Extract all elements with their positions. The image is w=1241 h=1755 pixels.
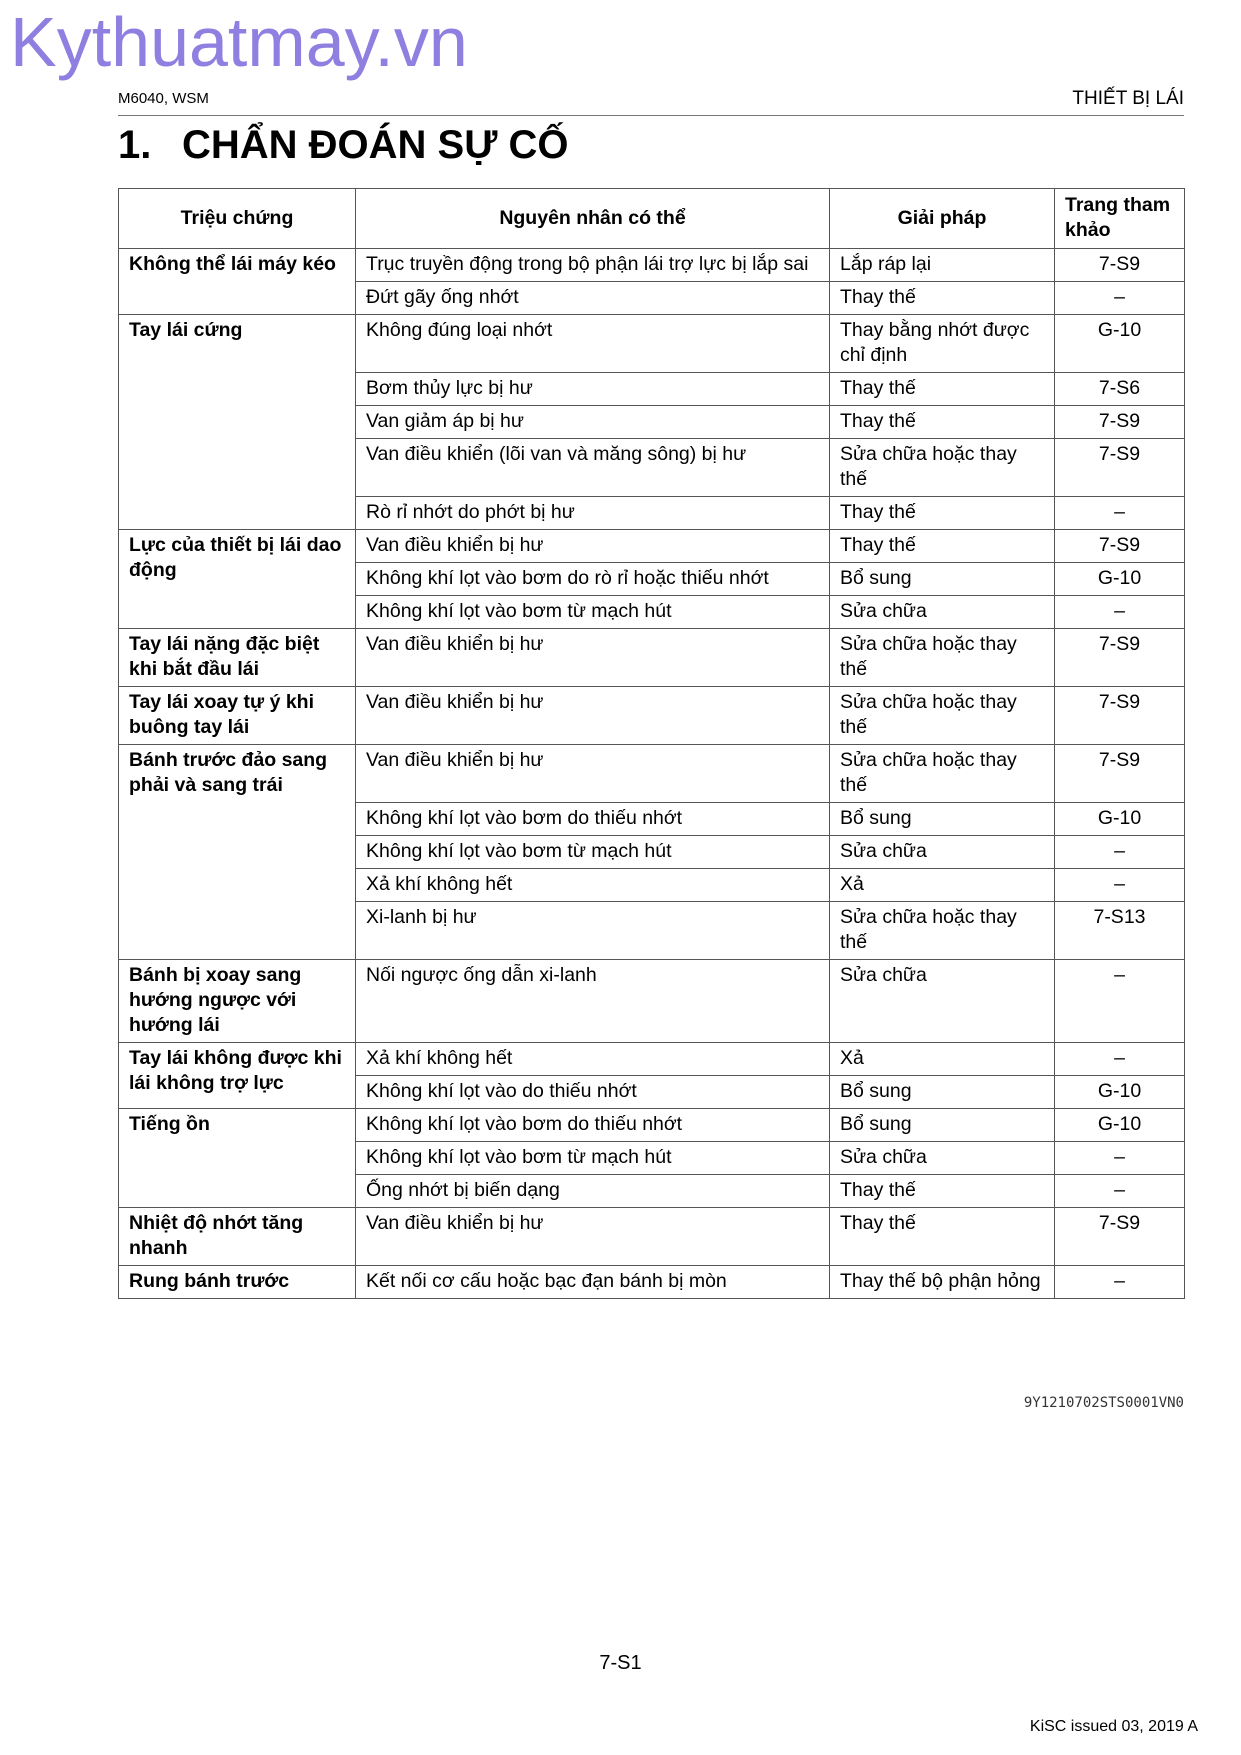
- cause-cell: Ống nhớt bị biến dạng: [356, 1175, 830, 1208]
- symptom-cell: Tay lái cứng: [119, 315, 356, 530]
- reference-cell: –: [1055, 1043, 1185, 1076]
- solution-cell: Thay thế bộ phận hỏng: [830, 1266, 1055, 1299]
- cause-cell: Bơm thủy lực bị hư: [356, 373, 830, 406]
- reference-cell: 7-S9: [1055, 406, 1185, 439]
- table-row: [119, 1208, 1185, 1266]
- table-row: [119, 1043, 1185, 1076]
- solution-cell: Bổ sung: [830, 1076, 1055, 1109]
- solution-cell: Bổ sung: [830, 1109, 1055, 1142]
- reference-cell: 7-S9: [1055, 629, 1185, 687]
- table-row: [119, 249, 1185, 282]
- reference-cell: G-10: [1055, 563, 1185, 596]
- reference-cell: –: [1055, 836, 1185, 869]
- reference-cell: –: [1055, 1175, 1185, 1208]
- reference-cell: 7-S13: [1055, 902, 1185, 960]
- solution-cell: Bổ sung: [830, 803, 1055, 836]
- cause-cell: Không khí lọt vào bơm do thiếu nhớt: [356, 803, 830, 836]
- table-row: [119, 960, 1185, 1043]
- solution-cell: Sửa chữa: [830, 1142, 1055, 1175]
- cause-cell: Kết nối cơ cấu hoặc bạc đạn bánh bị mòn: [356, 1266, 830, 1299]
- solution-cell: Sửa chữa hoặc thay thế: [830, 902, 1055, 960]
- reference-cell: G-10: [1055, 315, 1185, 373]
- table-row: [119, 1266, 1185, 1299]
- table-row: [119, 315, 1185, 373]
- symptom-cell: Rung bánh trước: [119, 1266, 356, 1299]
- solution-cell: Sửa chữa: [830, 596, 1055, 629]
- symptom-cell: Tiếng ồn: [119, 1109, 356, 1208]
- solution-cell: Thay thế: [830, 282, 1055, 315]
- cause-cell: Van điều khiển bị hư: [356, 530, 830, 563]
- reference-cell: –: [1055, 1142, 1185, 1175]
- symptom-cell: Tay lái nặng đặc biệt khi bắt đầu lái: [119, 629, 356, 687]
- solution-cell: Thay thế: [830, 1208, 1055, 1266]
- solution-cell: Sửa chữa hoặc thay thế: [830, 687, 1055, 745]
- header-cause: Nguyên nhân có thể: [356, 189, 830, 249]
- cause-cell: Xả khí không hết: [356, 1043, 830, 1076]
- cause-cell: Trục truyền động trong bộ phận lái trợ lực bị lắp sai: [356, 249, 830, 282]
- solution-cell: Sửa chữa: [830, 836, 1055, 869]
- reference-cell: 7-S9: [1055, 1208, 1185, 1266]
- watermark-text: Kythuatmay.vn: [10, 3, 468, 81]
- cause-cell: Không khí lọt vào bơm từ mạch hút: [356, 836, 830, 869]
- cause-cell: Không khí lọt vào do thiếu nhớt: [356, 1076, 830, 1109]
- symptom-cell: Bánh trước đảo sang phải và sang trái: [119, 745, 356, 960]
- title-text: CHẨN ĐOÁN SỰ CỐ: [182, 123, 569, 167]
- solution-cell: Lắp ráp lại: [830, 249, 1055, 282]
- cause-cell: Nối ngược ống dẫn xi-lanh: [356, 960, 830, 1043]
- page-title: [118, 123, 569, 168]
- section-name: THIẾT BỊ LÁI: [1072, 88, 1184, 109]
- troubleshooting-table: [118, 188, 1185, 1299]
- cause-cell: Van điều khiển bị hư: [356, 687, 830, 745]
- reference-cell: 7-S9: [1055, 745, 1185, 803]
- symptom-cell: Lực của thiết bị lái dao động: [119, 530, 356, 629]
- solution-cell: Thay thế: [830, 497, 1055, 530]
- reference-cell: 7-S9: [1055, 687, 1185, 745]
- solution-cell: Bổ sung: [830, 563, 1055, 596]
- cause-cell: Đứt gãy ống nhớt: [356, 282, 830, 315]
- cause-cell: Không khí lọt vào bơm do rò rỉ hoặc thiếu nhớt: [356, 563, 830, 596]
- cause-cell: Van điều khiển bị hư: [356, 745, 830, 803]
- reference-cell: G-10: [1055, 1109, 1185, 1142]
- solution-cell: Thay thế: [830, 373, 1055, 406]
- solution-cell: Sửa chữa hoặc thay thế: [830, 439, 1055, 497]
- table-row: [119, 629, 1185, 687]
- header-reference: Trang tham khảo: [1055, 189, 1185, 249]
- manual-id: M6040, WSM: [118, 90, 209, 107]
- cause-cell: Van giảm áp bị hư: [356, 406, 830, 439]
- table-row: [119, 530, 1185, 563]
- page-number: 7-S1: [599, 1652, 642, 1674]
- cause-cell: Van điều khiển bị hư: [356, 629, 830, 687]
- symptom-cell: Tay lái xoay tự ý khi buông tay lái: [119, 687, 356, 745]
- reference-cell: G-10: [1055, 1076, 1185, 1109]
- cause-cell: Rò rỉ nhớt do phớt bị hư: [356, 497, 830, 530]
- reference-cell: –: [1055, 960, 1185, 1043]
- cause-cell: Không khí lọt vào bơm từ mạch hút: [356, 596, 830, 629]
- reference-cell: –: [1055, 869, 1185, 902]
- reference-cell: –: [1055, 282, 1185, 315]
- solution-cell: Thay thế: [830, 406, 1055, 439]
- table-header-row: [119, 189, 1185, 249]
- header-symptom: Triệu chứng: [119, 189, 356, 249]
- document-code: 9Y1210702STS0001VN0: [1023, 1395, 1184, 1411]
- table-row: [119, 745, 1185, 803]
- reference-cell: 7-S9: [1055, 530, 1185, 563]
- reference-cell: 7-S9: [1055, 439, 1185, 497]
- reference-cell: 7-S9: [1055, 249, 1185, 282]
- cause-cell: Van điều khiển (lõi van và măng sông) bị hư: [356, 439, 830, 497]
- title-number: 1.: [118, 123, 152, 167]
- cause-cell: Không đúng loại nhớt: [356, 315, 830, 373]
- reference-cell: 7-S6: [1055, 373, 1185, 406]
- issue-note: KiSC issued 03, 2019 A: [1029, 1718, 1198, 1735]
- cause-cell: Không khí lọt vào bơm do thiếu nhớt: [356, 1109, 830, 1142]
- symptom-cell: Nhiệt độ nhớt tăng nhanh: [119, 1208, 356, 1266]
- table-row: [119, 687, 1185, 745]
- symptom-cell: Tay lái không được khi lái không trợ lực: [119, 1043, 356, 1109]
- header-solution: Giải pháp: [830, 189, 1055, 249]
- solution-cell: Thay bằng nhớt được chỉ định: [830, 315, 1055, 373]
- reference-cell: G-10: [1055, 803, 1185, 836]
- solution-cell: Xả: [830, 1043, 1055, 1076]
- cause-cell: Không khí lọt vào bơm từ mạch hút: [356, 1142, 830, 1175]
- solution-cell: Thay thế: [830, 530, 1055, 563]
- reference-cell: –: [1055, 497, 1185, 530]
- solution-cell: Sửa chữa hoặc thay thế: [830, 629, 1055, 687]
- solution-cell: Thay thế: [830, 1175, 1055, 1208]
- table-body: [119, 249, 1185, 1299]
- solution-cell: Sửa chữa: [830, 960, 1055, 1043]
- header-divider: [118, 115, 1184, 116]
- solution-cell: Sửa chữa hoặc thay thế: [830, 745, 1055, 803]
- reference-cell: –: [1055, 596, 1185, 629]
- symptom-cell: Không thể lái máy kéo: [119, 249, 356, 315]
- reference-cell: –: [1055, 1266, 1185, 1299]
- cause-cell: Van điều khiển bị hư: [356, 1208, 830, 1266]
- cause-cell: Xi-lanh bị hư: [356, 902, 830, 960]
- symptom-cell: Bánh bị xoay sang hướng ngược với hướng lái: [119, 960, 356, 1043]
- solution-cell: Xả: [830, 869, 1055, 902]
- table-row: [119, 1109, 1185, 1142]
- cause-cell: Xả khí không hết: [356, 869, 830, 902]
